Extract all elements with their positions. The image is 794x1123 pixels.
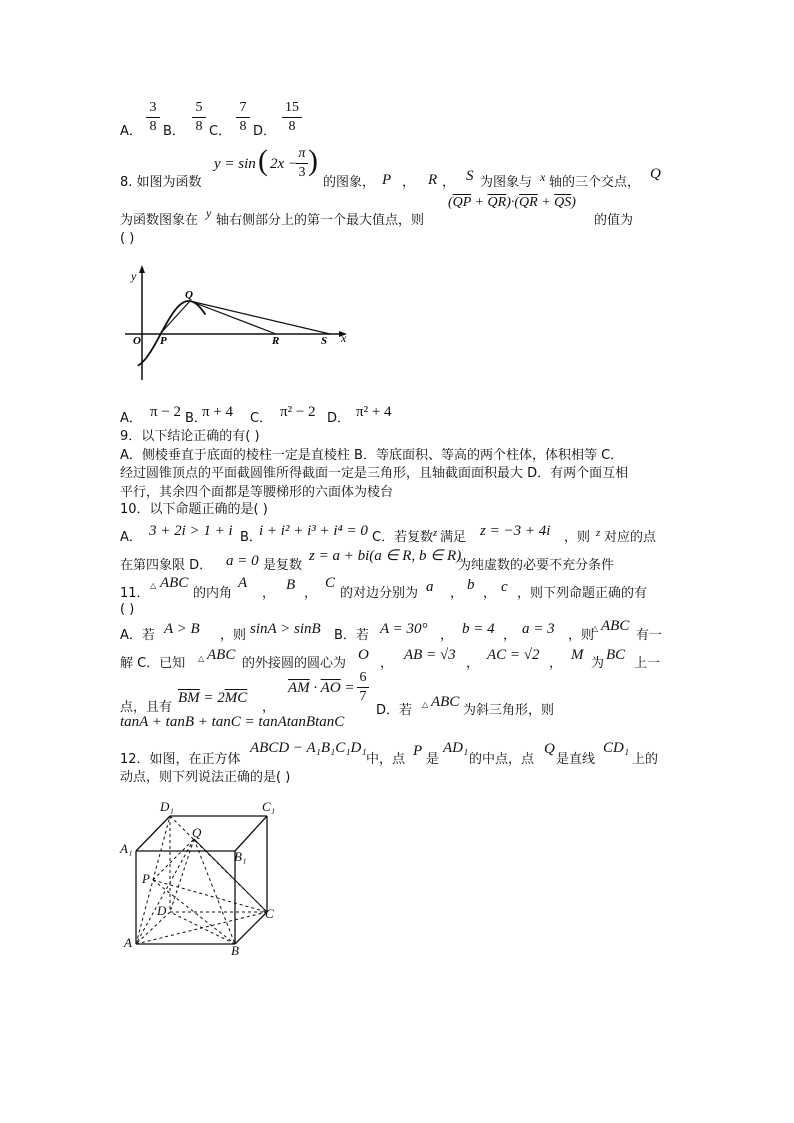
segment-qs (190, 301, 330, 334)
graph-label-o: O (133, 335, 141, 347)
q11-b-text2: ，则 (568, 628, 595, 643)
graph-label-y: y (131, 269, 137, 283)
q11-d-tri: ABC (431, 694, 460, 710)
q8-line1-mid: 的图象， (323, 175, 376, 190)
q7-option-c-frac: 7 8 (236, 100, 250, 135)
q8-option-b-expr: π + 4 (202, 404, 234, 420)
q11-b-text: B．若 (334, 628, 369, 643)
q8-option-b-letter: B． (185, 411, 207, 426)
q11-a-text: A．若 (120, 628, 155, 643)
q11-line4-1: 点，且有 (120, 700, 173, 715)
graph-label-q: Q (185, 289, 193, 301)
q11-t3: ，则下列命题正确的有 (517, 586, 648, 601)
q11-line3-1: 解 C．已知 (120, 656, 186, 671)
fig-label-q: Q (192, 825, 202, 840)
fig-label-a1: A₁ (120, 841, 133, 856)
q10-c-text4: 对应的点 (604, 530, 657, 545)
q8-formula-inner: 2x − (270, 156, 299, 172)
q10-c-z2: z (596, 527, 601, 539)
q8-formula-lhs: y = sin (214, 156, 256, 172)
q9-line1: A．侧棱垂直于底面的棱柱一定是直棱柱 B．等底面积、等高的两个柱体，体积相等 C． (120, 448, 624, 463)
q11-M: M (571, 647, 584, 663)
triangle-icon: △ (422, 700, 429, 709)
q11-paren: ( ) (120, 602, 135, 617)
q8-point-p: P (382, 172, 392, 188)
q8-option-d-letter: D． (327, 411, 351, 426)
q12-Q: Q (544, 741, 555, 757)
q7-option-b-frac: 5 8 (192, 100, 206, 135)
q10-a-letter: A． (120, 530, 142, 545)
q11-c-tri: ABC (207, 647, 236, 663)
q11-b-expr2: b = 4 (462, 621, 495, 637)
triangle-icon: △ (198, 654, 205, 663)
fig-label-p: P (142, 871, 150, 886)
q8-point-r: R (428, 172, 438, 188)
q11-bm-vector: $\overline{BM} = 2\overline{MC}$ (178, 690, 248, 706)
cube-visible-edges (136, 816, 267, 944)
q11-b-expr1: A = 30° (380, 621, 428, 637)
q7-option-d-frac: 15 8 (282, 100, 302, 135)
q12-line2: 动点，则下列说法正确的是( ) (120, 770, 291, 785)
q10-d-text2: 是复数 (263, 558, 303, 573)
q11-C: C (325, 575, 336, 591)
q11-t2: 的对边分别为 (340, 586, 419, 601)
fig-label-b1: B₁ (234, 849, 247, 864)
q10-c-z: z (433, 527, 438, 539)
q10-line2-text1: 在第四象限 D． (120, 558, 213, 573)
q11-line3-2: 的外接圆的圆心为 (242, 656, 347, 671)
graph-label-p: P (160, 335, 167, 347)
q8-vector-expression: $(\overline{QP} + \overline{QR})\cdot(\overline{QR} + \overline{QS})$ (448, 195, 576, 210)
q8-option-a-letter: A． (120, 411, 142, 426)
q11-c: c (501, 579, 508, 595)
q11-ab: AB = √3 (404, 647, 456, 663)
q10-c-text3: ，则 (564, 530, 591, 545)
q11-d-text: D．若 (376, 703, 413, 718)
q11-d-text2: 为斜三角形，则 (463, 703, 555, 718)
q10-c-text2: 满足 (440, 530, 467, 545)
q10-c-text1: C．若复数 (372, 530, 434, 545)
graph-label-r: R (272, 335, 280, 347)
q11-a-text2: ，则 (220, 628, 247, 643)
q10-d-text3: 为纯虚数的必要不充分条件 (458, 558, 615, 573)
q10-b-expr: i + i² + i³ + i⁴ = 0 (259, 523, 368, 539)
q11-num: 11． (120, 586, 150, 601)
fig-label-c: C (265, 906, 274, 921)
graph-label-x: x (341, 331, 347, 345)
q8-line2-suffix: 的值为 (594, 213, 634, 228)
q11-O: O (358, 647, 369, 663)
q8-axis-text: 轴的三个交点， (549, 175, 641, 190)
q11-BC: BC (606, 647, 626, 663)
q11-b-tri: ABC (601, 618, 630, 634)
q8-point-s: S (466, 168, 474, 184)
q7-option-a-frac: 3 8 (146, 100, 160, 135)
q11-t-up: 上一 (634, 656, 661, 671)
q11-A: A (238, 575, 248, 591)
y-axis-arrow (139, 265, 145, 273)
segment-qr (190, 301, 276, 334)
q7-option-a-letter: A． (120, 124, 142, 139)
q12-AD1: AD₁ (443, 740, 469, 756)
q11-am-ao: $\overline{AM} \cdot \overline{AO}$ = (288, 680, 355, 696)
q11-b-expr3: a = 3 (522, 621, 555, 637)
q11-t1: 的内角 (193, 586, 233, 601)
q10-stem: 10．以下命题正确的是( ) (120, 502, 268, 517)
q12-t5: 是直线 (556, 752, 596, 767)
q12-t1: 12．如图，在正方体 (120, 752, 241, 767)
q8-paren: ( ) (120, 231, 135, 246)
q10-d-expr2: z = a + bi(a ∈ R, b ∈ R) (309, 548, 462, 564)
fig-label-d: D (157, 903, 167, 918)
q8-y-var: y (206, 206, 212, 220)
q9-line3: 平行，其余四个面都是等腰梯形的六面体为棱台 (120, 485, 394, 500)
q8-option-c-letter: C． (250, 411, 273, 426)
graph-label-s: S (321, 335, 328, 347)
q11-b: b (467, 577, 475, 593)
q11-frac-six-sevenths: 6 7 (357, 670, 369, 705)
q11-a: a (426, 579, 434, 595)
q11-a-expr2: sinA > sinB (250, 621, 321, 637)
q8-line1-suffix: 为图象与 (480, 175, 533, 190)
q11-tri: ABC (160, 575, 189, 591)
q12-P: P (413, 743, 423, 759)
q12-t4: 的中点，点 (469, 752, 535, 767)
q9-line2: 经过圆锥顶点的平面截圆锥所得截面一定是三角形，且轴截面面积最大 D．有两个面互相 (120, 466, 629, 481)
segment-qp (160, 301, 190, 334)
fig-label-a: A (124, 935, 132, 950)
q8-line2-prefix: 为函数图象在 (120, 213, 199, 228)
q12-cube-figure (110, 795, 300, 965)
cube-solid-diagonals (194, 839, 267, 912)
q8-formula-frac: π 3 (296, 146, 308, 181)
q8-x-var: x (540, 170, 546, 184)
q10-c-expr: z = −3 + 4i (480, 523, 551, 539)
q8-formula-lparen: ( (258, 144, 268, 177)
q8-option-c-expr: π² − 2 (280, 404, 316, 420)
q8-formula-rparen: ) (308, 144, 318, 177)
triangle-icon: △ (592, 624, 599, 633)
cube-hidden-edges (136, 816, 267, 944)
q12-t6: 上的 (632, 752, 659, 767)
q12-t2: 中，点 (366, 752, 406, 767)
q7-option-c-letter: C． (209, 124, 232, 139)
q10-b-letter: B． (240, 530, 262, 545)
q12-cube: ABCD − A₁B₁C₁D₁ (250, 740, 367, 756)
q8-sine-graph (115, 262, 355, 382)
q7-option-b-letter: B． (163, 124, 185, 139)
q10-a-expr: 3 + 2i > 1 + i (149, 523, 233, 539)
q10-d-expr1: a = 0 (226, 553, 259, 569)
q12-CD1: CD₁ (603, 740, 630, 756)
q11-b-text3: 有一 (636, 628, 663, 643)
q12-t3: 是 (426, 752, 440, 767)
q8-option-a-expr: π − 2 (150, 404, 182, 420)
fig-label-c1: C₁ (262, 799, 276, 814)
q7-option-d-letter: D． (253, 124, 277, 139)
q11-ac: AC = √2 (487, 647, 540, 663)
q8-line1-prefix: 8. 如图为函数 (120, 175, 202, 190)
triangle-icon: △ (150, 581, 157, 590)
q8-point-q: Q (650, 166, 661, 182)
fig-label-b: B (231, 943, 239, 958)
q11-a-expr1: A > B (164, 621, 200, 637)
q9-stem: 9．以下结论正确的有( ) (120, 429, 260, 444)
q11-tan-expr: tanA + tanB + tanC = tanAtanBtanC (120, 714, 345, 730)
q11-B: B (286, 577, 296, 593)
fig-label-d1: D₁ (160, 799, 174, 814)
q11-t-wei: 为 (591, 656, 605, 671)
q8-option-d-expr: π² + 4 (356, 404, 392, 420)
q8-line2-mid: 轴右侧部分上的第一个最大值点，则 (216, 213, 425, 228)
